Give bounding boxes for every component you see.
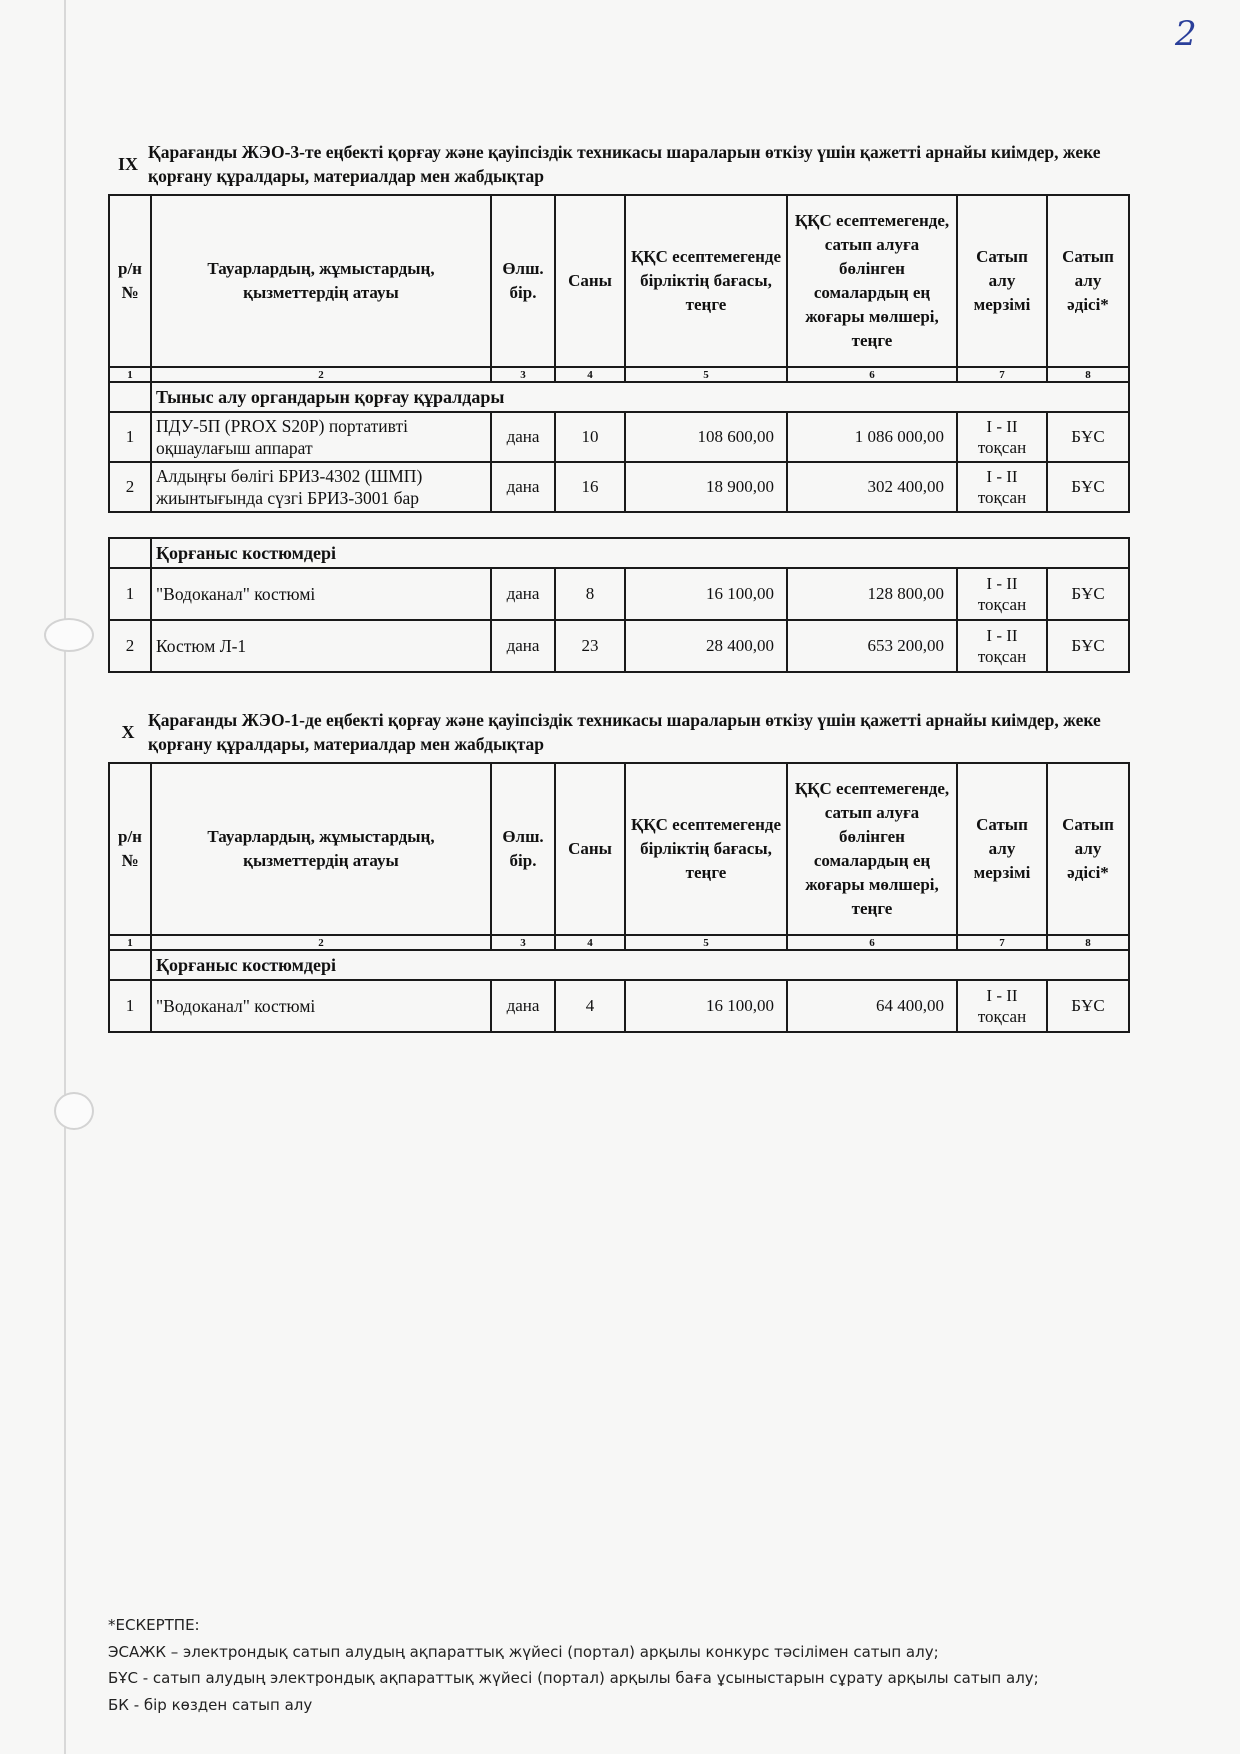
column-index: 6 [787, 935, 957, 950]
row-no: 2 [109, 620, 151, 672]
row-price: 28 400,00 [625, 620, 787, 672]
row-qty: 10 [555, 412, 625, 462]
row-term: I - II тоқсан [957, 620, 1047, 672]
column-index: 7 [957, 935, 1047, 950]
row-term: I - II тоқсан [957, 462, 1047, 512]
row-unit: дана [491, 620, 555, 672]
section-number: IX [117, 154, 138, 174]
table-row [109, 568, 1129, 620]
footnote-line: БК - бір көзден сатып алу [108, 1695, 313, 1714]
header-qty: Саны [555, 763, 625, 935]
group-row [109, 382, 1129, 412]
row-price: 16 100,00 [625, 568, 787, 620]
row-total: 653 200,00 [787, 620, 957, 672]
header-name: Тауарлардың, жұмыстардың, қызметтердің атауы [151, 763, 491, 935]
row-name: "Водоканал" костюмі [151, 568, 491, 620]
section-title: Қарағанды ЖЭО-1-де еңбекті қорғау және қауіпсіздік техникасы шараларын өткізу үшін қажетті арнайы киімдер, жеке қорғану құралдары, материалдар мен жабдықтар [148, 710, 1101, 754]
row-no: 1 [109, 412, 151, 462]
column-index: 4 [555, 935, 625, 950]
row-unit: дана [491, 568, 555, 620]
column-index: 5 [625, 935, 787, 950]
section-number: X [121, 722, 135, 742]
column-index-row [109, 935, 1129, 950]
row-method: БҰС [1047, 568, 1129, 620]
footnote-line: ЭСАЖК – электрондық сатып алудың ақпараттық жүйесі (портал) арқылы конкурс тәсілімен сатып алу; [108, 1642, 939, 1661]
row-unit: дана [491, 462, 555, 512]
footnote [108, 1612, 1168, 1718]
group-spacer [109, 382, 151, 412]
header-no: р/н № [109, 195, 151, 367]
row-no: 1 [109, 568, 151, 620]
section-ix [108, 140, 1128, 673]
row-method: БҰС [1047, 462, 1129, 512]
row-term: I - II тоқсан [957, 412, 1047, 462]
row-price: 16 100,00 [625, 980, 787, 1032]
header-total: ҚҚС есептемегенде, сатып алуға бөлінген сомалардың ең жоғары мөлшері, теңге [787, 195, 957, 367]
row-method: БҰС [1047, 412, 1129, 462]
binding-edge [64, 0, 66, 1754]
punch-hole-bottom [54, 1092, 94, 1130]
column-index: 2 [151, 367, 491, 382]
table-row [109, 462, 1129, 512]
header-total: ҚҚС есептемегенде, сатып алуға бөлінген сомалардың ең жоғары мөлшері, теңге [787, 763, 957, 935]
header-price: ҚҚС есептемегенде бірліктің бағасы, теңге [625, 195, 787, 367]
group-label: Қорғаныс костюмдері [151, 538, 1129, 568]
group-label: Тыныс алу органдарын қорғау құралдары [151, 382, 1129, 412]
header-price: ҚҚС есептемегенде бірліктің бағасы, теңге [625, 763, 787, 935]
section-heading [108, 708, 1128, 756]
page-number: 2 [1175, 14, 1197, 54]
row-name: Алдыңғы бөлігі БРИЗ-4302 (ШМП) жиынтығында сүзгі БРИЗ-3001 бар [151, 462, 491, 512]
section-heading [108, 140, 1128, 188]
header-qty: Саны [555, 195, 625, 367]
header-term: Сатып алу мерзімі [957, 763, 1047, 935]
row-unit: дана [491, 980, 555, 1032]
table-row [109, 412, 1129, 462]
row-no: 1 [109, 980, 151, 1032]
section-x [108, 708, 1128, 1033]
items-table-ix-suits [108, 537, 1130, 673]
row-qty: 8 [555, 568, 625, 620]
header-row [109, 763, 1129, 935]
group-spacer [109, 538, 151, 568]
column-index-row [109, 367, 1129, 382]
row-name: ПДУ-5П (PROX S20P) портативті оқшаулағыш аппарат [151, 412, 491, 462]
items-table-x [108, 762, 1130, 1033]
column-index: 5 [625, 367, 787, 382]
group-row [109, 950, 1129, 980]
column-index: 7 [957, 367, 1047, 382]
column-index: 8 [1047, 935, 1129, 950]
row-total: 128 800,00 [787, 568, 957, 620]
column-index: 8 [1047, 367, 1129, 382]
header-method: Сатып алу әдісі* [1047, 195, 1129, 367]
header-unit: Өлш. бір. [491, 763, 555, 935]
punch-hole-top [44, 618, 94, 652]
row-term: I - II тоқсан [957, 568, 1047, 620]
row-name: "Водоканал" костюмі [151, 980, 491, 1032]
row-qty: 23 [555, 620, 625, 672]
column-index: 1 [109, 367, 151, 382]
header-name: Тауарлардың, жұмыстардың, қызметтердің атауы [151, 195, 491, 367]
column-index: 1 [109, 935, 151, 950]
table-row [109, 980, 1129, 1032]
section-title: Қарағанды ЖЭО-3-те еңбекті қорғау және қауіпсіздік техникасы шараларын өткізу үшін қажетті арнайы киімдер, жеке қорғану құралдары, материалдар мен жабдықтар [148, 142, 1101, 186]
row-total: 302 400,00 [787, 462, 957, 512]
row-term: I - II тоқсан [957, 980, 1047, 1032]
row-method: БҰС [1047, 620, 1129, 672]
column-index: 6 [787, 367, 957, 382]
header-term: Сатып алу мерзімі [957, 195, 1047, 367]
group-row [109, 538, 1129, 568]
row-unit: дана [491, 412, 555, 462]
row-price: 18 900,00 [625, 462, 787, 512]
column-index: 3 [491, 935, 555, 950]
column-index: 2 [151, 935, 491, 950]
column-index: 3 [491, 367, 555, 382]
header-method: Сатып алу әдісі* [1047, 763, 1129, 935]
row-total: 64 400,00 [787, 980, 957, 1032]
group-label: Қорғаныс костюмдері [151, 950, 1129, 980]
footnote-title: *ЕСКЕРТПЕ: [108, 1616, 200, 1634]
column-index: 4 [555, 367, 625, 382]
header-row [109, 195, 1129, 367]
group-spacer [109, 950, 151, 980]
row-qty: 4 [555, 980, 625, 1032]
row-price: 108 600,00 [625, 412, 787, 462]
header-unit: Өлш. бір. [491, 195, 555, 367]
row-total: 1 086 000,00 [787, 412, 957, 462]
items-table-ix [108, 194, 1130, 513]
header-no: р/н № [109, 763, 151, 935]
row-method: БҰС [1047, 980, 1129, 1032]
footnote-line: БҰС - сатып алудың электрондық ақпараттық жүйесі (портал) арқылы баға ұсыныстарын сұрату арқылы сатып алу; [108, 1669, 1039, 1687]
table-row [109, 620, 1129, 672]
row-name: Костюм Л-1 [151, 620, 491, 672]
row-no: 2 [109, 462, 151, 512]
row-qty: 16 [555, 462, 625, 512]
